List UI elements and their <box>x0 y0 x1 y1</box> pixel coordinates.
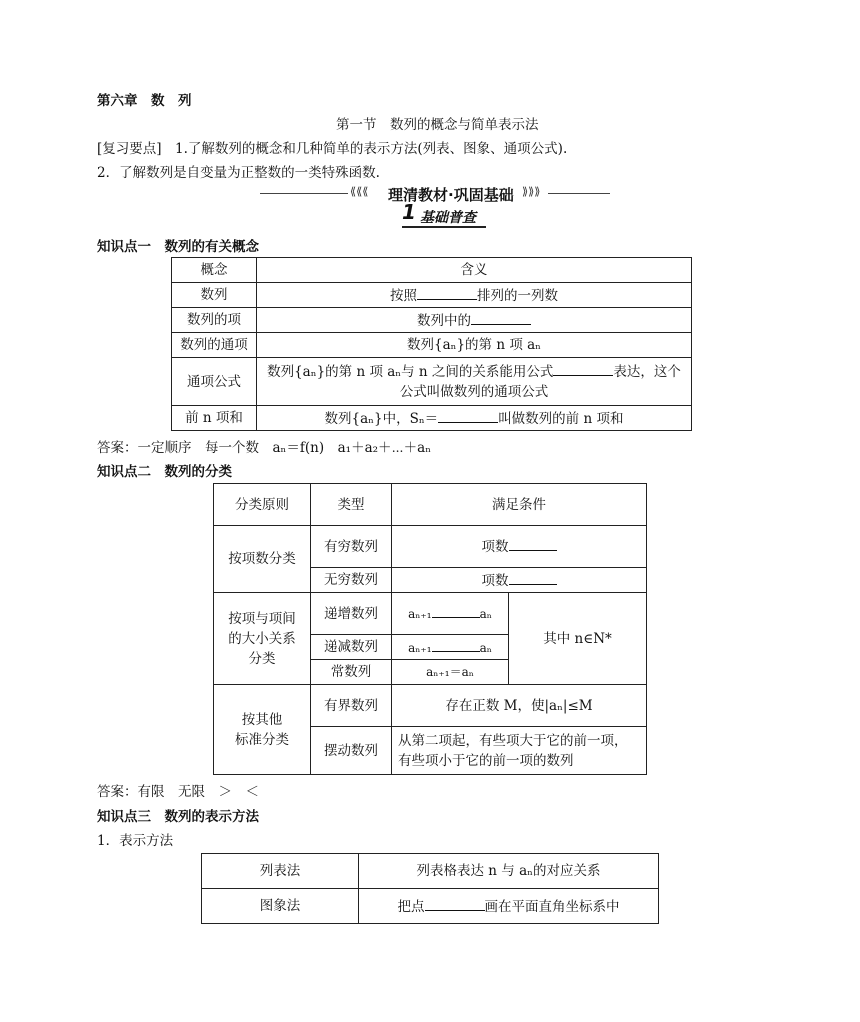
review-line-1: [复习要点] 1.了解数列的概念和几种简单的表示方法(列表、图象、通项公式). <box>97 141 568 157</box>
table-row <box>202 889 659 924</box>
k2-type: 摆动数列 <box>311 727 392 775</box>
table-row <box>214 685 647 727</box>
badge-text: 基础普查 <box>420 210 476 226</box>
table-row <box>214 526 647 568</box>
banner-left-rule <box>260 193 348 194</box>
k3-method: 图象法 <box>202 889 359 924</box>
banner-title: 理清教材·巩固基础 <box>388 186 514 204</box>
k2-header-type: 类型 <box>311 484 392 526</box>
k2-condition: aₙ₊₁ aₙ <box>392 593 509 635</box>
k2-condition: aₙ₊₁＝aₙ <box>392 660 509 685</box>
k1-table <box>171 257 692 431</box>
k3-heading: 知识点三 数列的表示方法 <box>97 809 259 825</box>
table-row <box>172 333 692 358</box>
k3-subheading: 1．表示方法 <box>97 833 174 849</box>
k2-header-condition: 满足条件 <box>392 484 647 526</box>
table-row <box>214 593 647 635</box>
chapter-title: 第六章 数 列 <box>97 93 192 109</box>
k1-meaning: 数列{aₙ}中，Sₙ＝ 叫做数列的前 n 项和 <box>257 406 692 431</box>
table-row <box>172 308 692 333</box>
k3-method: 列表法 <box>202 854 359 889</box>
banner-right-arrows: ⟫⟫⟫ <box>522 185 541 198</box>
k1-header-concept: 概念 <box>172 258 257 283</box>
table-row <box>202 854 659 889</box>
k2-type: 无穷数列 <box>311 568 392 593</box>
k1-term: 前 n 项和 <box>172 406 257 431</box>
k3-table <box>201 853 659 924</box>
k1-heading: 知识点一 数列的有关概念 <box>97 239 259 255</box>
table-row <box>172 358 692 406</box>
k2-answer: 答案：有限 无限 ＞ ＜ <box>97 784 259 800</box>
k2-condition: 从第二项起，有些项大于它的前一项， 有些项小于它的前一项的数列 <box>392 727 647 775</box>
k1-meaning: 数列{aₙ}的第 n 项 aₙ <box>257 333 692 358</box>
section-badge <box>402 200 486 228</box>
k1-term: 通项公式 <box>172 358 257 406</box>
k3-desc: 列表格表达 n 与 aₙ的对应关系 <box>359 854 659 889</box>
review-line-2: 2．了解数列是自变量为正整数的一类特殊函数. <box>97 165 380 181</box>
banner-left-arrows: ⟪⟪⟪ <box>350 185 369 198</box>
k2-type: 有穷数列 <box>311 526 392 568</box>
k1-meaning: 数列中的 <box>257 308 692 333</box>
k1-term: 数列的通项 <box>172 333 257 358</box>
k2-principle: 按项与项间 的大小关系 分类 <box>214 593 311 685</box>
section-title: 第一节 数列的概念与简单表示法 <box>336 117 539 133</box>
k1-term: 数列 <box>172 283 257 308</box>
k1-header-meaning: 含义 <box>257 258 692 283</box>
badge-number: 1 <box>402 200 416 224</box>
k1-term: 数列的项 <box>172 308 257 333</box>
k2-type: 递增数列 <box>311 593 392 635</box>
k2-header-principle: 分类原则 <box>214 484 311 526</box>
k1-meaning: 数列{aₙ}的第 n 项 aₙ与 n 之间的关系能用公式 表达，这个 公式叫做数列的通项公式 <box>257 358 692 406</box>
banner-right-rule <box>548 193 610 194</box>
k2-heading: 知识点二 数列的分类 <box>97 464 232 480</box>
k1-meaning: 按照 排列的一列数 <box>257 283 692 308</box>
table-row <box>172 406 692 431</box>
k2-type: 递减数列 <box>311 635 392 660</box>
k2-table <box>213 483 647 775</box>
k2-condition: 存在正数 M，使|aₙ|≤M <box>392 685 647 727</box>
k3-desc: 把点 画在平面直角坐标系中 <box>359 889 659 924</box>
k2-condition: 项数 <box>392 568 647 593</box>
k2-type: 常数列 <box>311 660 392 685</box>
k2-condition: aₙ₊₁ aₙ <box>392 635 509 660</box>
k2-type: 有界数列 <box>311 685 392 727</box>
k2-principle: 按其他 标准分类 <box>214 685 311 775</box>
k2-note: 其中 n∈N* <box>509 593 647 685</box>
table-row <box>172 283 692 308</box>
k2-condition: 项数 <box>392 526 647 568</box>
k2-principle: 按项数分类 <box>214 526 311 593</box>
k1-answer: 答案：一定顺序 每一个数 aₙ＝f(n) a₁＋a₂＋⋯＋aₙ <box>97 440 432 456</box>
